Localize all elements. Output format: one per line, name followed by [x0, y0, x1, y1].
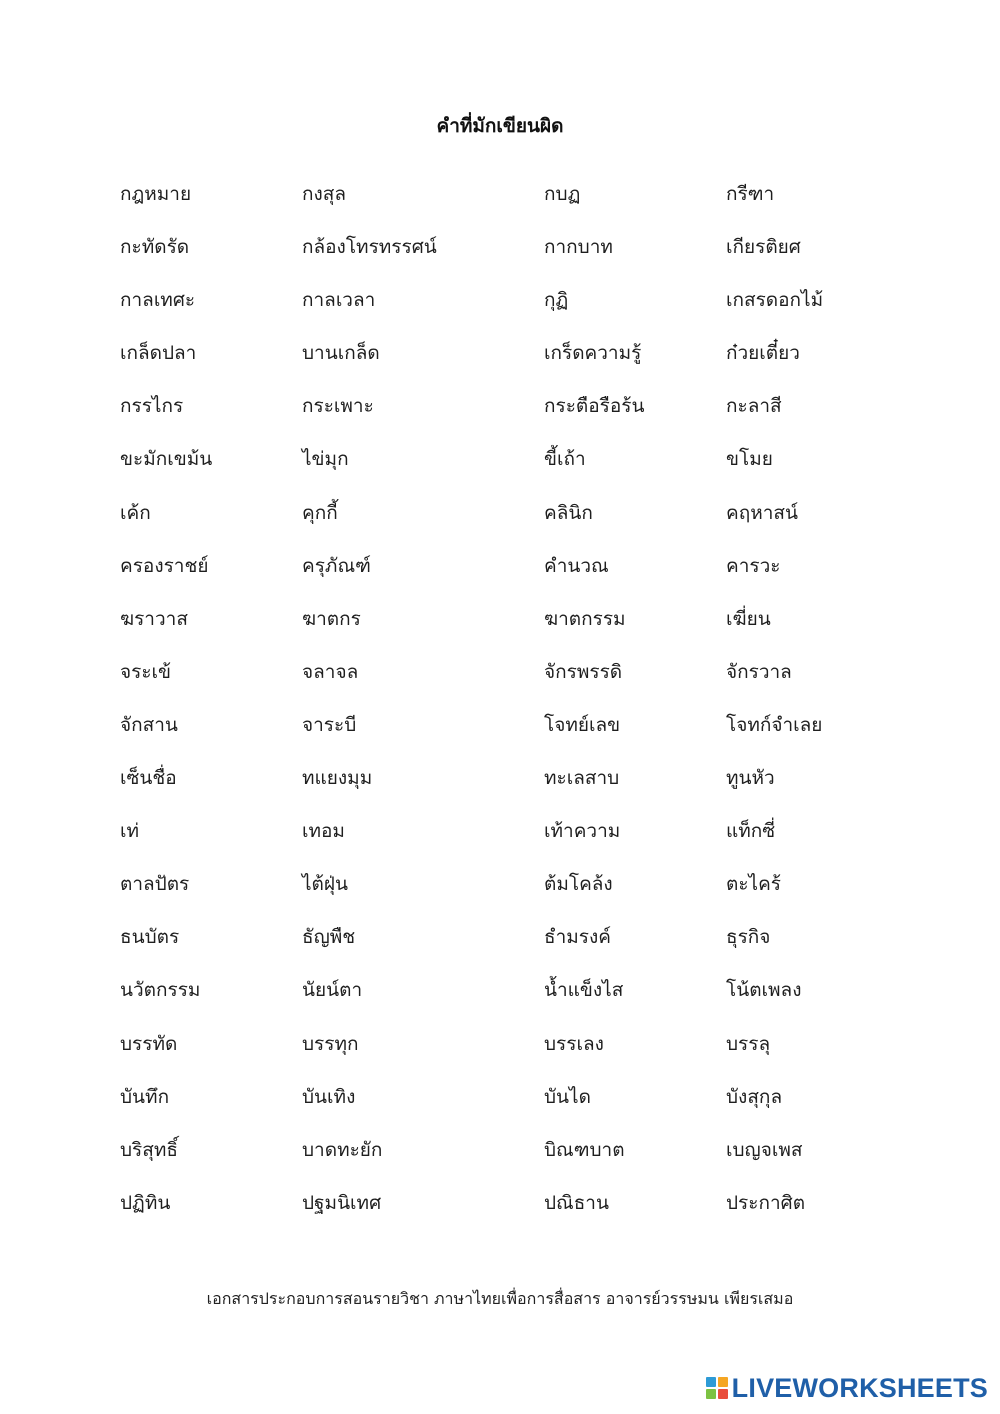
word-row — [0, 964, 1000, 1017]
word-row — [0, 1071, 1000, 1124]
word-cell: ตะไคร้ — [726, 873, 782, 896]
word-cell: ต้มโคล้ง — [544, 873, 613, 896]
word-row — [0, 327, 1000, 380]
word-cell: ปฏิทิน — [120, 1191, 171, 1214]
word-cell: ทูนหัว — [726, 767, 775, 790]
word-cell: โน้ตเพลง — [726, 979, 802, 1002]
word-cell: คารวะ — [726, 554, 781, 577]
word-cell: กงสุล — [302, 183, 347, 205]
word-row — [0, 593, 1000, 646]
word-cell: จาระบี — [302, 713, 357, 736]
word-cell: จลาจล — [302, 660, 359, 683]
word-cell: กะทัดรัด — [120, 236, 190, 259]
word-row — [0, 540, 1000, 593]
word-cell: เกร็ดความรู้ — [544, 342, 642, 365]
word-cell: เกล็ดปลา — [120, 342, 197, 365]
word-cell: ก๋วยเตี๋ยว — [726, 342, 800, 365]
word-cell: คฤหาสน์ — [726, 501, 798, 524]
word-cell: กล้องโทรทรรศน์ — [302, 236, 437, 259]
word-cell: ธุรกิจ — [726, 926, 771, 949]
word-row — [0, 380, 1000, 433]
word-cell: โจทก์จำเลย — [726, 713, 823, 736]
word-row — [0, 699, 1000, 752]
word-cell: บังสุกุล — [726, 1085, 783, 1108]
logo-square — [718, 1389, 728, 1399]
word-cell: คุกกี้ — [302, 501, 338, 524]
word-cell: กากบาท — [544, 236, 613, 259]
word-cell: ครุภัณฑ์ — [302, 554, 371, 577]
word-row — [0, 752, 1000, 805]
footer-note: เอกสารประกอบการสอนรายวิชา ภาษาไทยเพื่อการสื่อสาร อาจารย์วรรษมน เพียรเสมอ — [206, 1289, 794, 1308]
word-cell: กรรไกร — [120, 395, 184, 418]
word-cell: ไข่มุก — [302, 448, 349, 471]
word-row — [0, 646, 1000, 699]
word-cell: เค้ก — [120, 501, 151, 524]
word-cell: ฆราวาส — [120, 607, 188, 630]
word-cell: เทอม — [302, 820, 345, 843]
word-row — [0, 274, 1000, 327]
word-cell: นัยน์ตา — [302, 979, 363, 1002]
word-cell: เท้าความ — [544, 820, 621, 843]
word-cell: จักรพรรดิ — [544, 660, 623, 683]
word-cell: บาดทะยัก — [302, 1138, 383, 1161]
word-cell: จระเข้ — [120, 660, 172, 683]
word-cell: ทะเลสาบ — [544, 767, 620, 790]
word-cell: บิณฑบาต — [544, 1138, 625, 1161]
word-cell: โจทย์เลข — [544, 713, 621, 736]
word-row — [0, 1018, 1000, 1071]
word-row — [0, 221, 1000, 274]
word-cell: กุฏิ — [544, 289, 569, 312]
word-cell: ครองราชย์ — [120, 554, 209, 577]
word-row — [0, 805, 1000, 858]
word-cell: บันทึก — [120, 1085, 170, 1108]
word-row — [0, 1124, 1000, 1177]
word-cell: ขโมย — [726, 448, 773, 471]
brand-name: LIVEWORKSHEETS — [731, 1372, 988, 1403]
logo-square — [706, 1389, 716, 1399]
word-cell: กบฏ — [544, 183, 581, 205]
word-cell: จักสาน — [120, 713, 178, 736]
word-cell: จักรวาล — [726, 660, 792, 683]
word-cell: บรรเลง — [544, 1032, 604, 1055]
word-cell: น้ำแข็งไส — [544, 979, 624, 1002]
word-cell: เกสรดอกไม้ — [726, 289, 824, 312]
word-cell: กฎหมาย — [120, 183, 192, 205]
word-row — [0, 433, 1000, 486]
word-cell: บานเกล็ด — [302, 342, 380, 365]
word-cell: บันเทิง — [302, 1085, 356, 1108]
word-cell: ธนบัตร — [120, 926, 180, 949]
word-cell: เบญจเพส — [726, 1138, 803, 1161]
word-cell: กาลเวลา — [302, 289, 376, 312]
word-cell: ตาลปัตร — [120, 873, 190, 896]
word-cell: ทแยงมุม — [302, 767, 373, 790]
word-cell: ปณิธาน — [544, 1191, 609, 1214]
word-cell: คลินิก — [544, 501, 593, 524]
word-cell: กระเพาะ — [302, 395, 374, 418]
word-cell: บรรทัด — [120, 1032, 178, 1055]
word-cell: กรีฑา — [726, 183, 775, 205]
logo-square — [706, 1377, 716, 1387]
word-cell: กระตือรือร้น — [544, 395, 645, 418]
word-cell: ธำมรงค์ — [544, 926, 611, 949]
word-cell: เกียรติยศ — [726, 236, 801, 259]
word-cell: เท่ — [120, 820, 140, 843]
word-cell: บรรทุก — [302, 1032, 359, 1055]
word-cell: ปฐมนิเทศ — [302, 1191, 382, 1214]
word-grid — [0, 168, 1000, 1230]
word-cell: ฆาตกรรม — [544, 607, 626, 630]
word-cell: ธัญพืช — [302, 926, 356, 949]
page-title: คำที่มักเขียนผิด — [436, 114, 564, 137]
word-cell: ขะมักเขม้น — [120, 448, 213, 471]
word-cell: เฆี่ยน — [726, 607, 771, 630]
word-cell: บริสุทธิ์ — [120, 1138, 178, 1161]
word-cell: กาลเทศะ — [120, 289, 196, 312]
word-row — [0, 168, 1000, 221]
word-cell: กะลาสี — [726, 395, 782, 418]
word-cell: ไต้ฝุ่น — [302, 873, 349, 896]
liveworksheets-logo-icon — [706, 1377, 728, 1399]
word-cell: บันได — [544, 1085, 591, 1108]
word-cell: ฆาตกร — [302, 607, 361, 630]
word-cell: ประกาศิต — [726, 1191, 806, 1214]
word-cell: นวัตกรรม — [120, 979, 201, 1002]
logo-square — [718, 1377, 728, 1387]
brand-watermark[interactable] — [706, 1372, 988, 1404]
word-row — [0, 911, 1000, 964]
word-cell: บรรลุ — [726, 1032, 771, 1055]
word-cell: เซ็นชื่อ — [120, 767, 177, 790]
word-cell: ขี้เถ้า — [544, 448, 586, 471]
word-row — [0, 487, 1000, 540]
word-row — [0, 1177, 1000, 1230]
word-row — [0, 858, 1000, 911]
word-cell: แท็กซี่ — [726, 820, 776, 843]
word-cell: คำนวณ — [544, 554, 609, 577]
